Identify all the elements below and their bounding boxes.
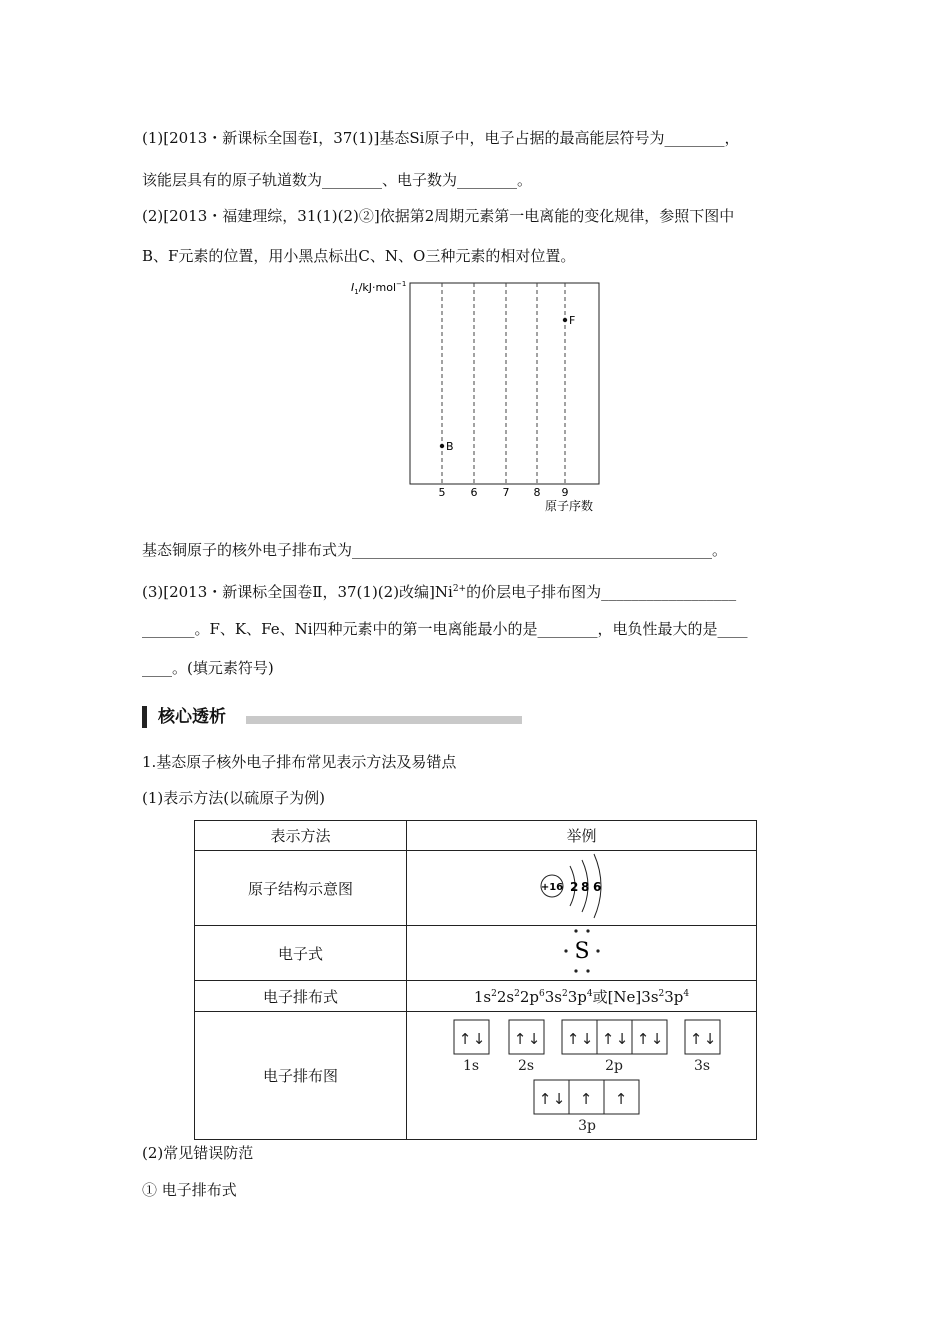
orbital-label-2p: 2p (604, 1057, 623, 1074)
section-header (142, 704, 522, 730)
arrow-up: ↑ (601, 1029, 614, 1048)
q2-line3: 基态铜原子的核外电子排布式为________________________________________________。 (142, 541, 728, 559)
electron-dot (586, 969, 589, 972)
orbital-label-2s: 2s (517, 1057, 534, 1074)
electron-dot (564, 949, 567, 952)
row-label-electron-config: 电子排布式 (195, 981, 407, 1012)
arrow-up: ↑ (458, 1029, 471, 1048)
q1-line2: 该能层具有的原子轨道数为________、电子数为________。 (142, 171, 533, 189)
arrow-down: ↓ (472, 1029, 485, 1048)
x-tick-label: 9 (561, 486, 569, 499)
arrow-down: ↓ (615, 1029, 628, 1048)
arrow-down: ↓ (650, 1029, 663, 1048)
orbital-diagram (412, 1014, 752, 1134)
orbital-diagram-cell (407, 1012, 757, 1140)
atom-structure-diagram (537, 851, 627, 921)
x-tick-label: 7 (502, 486, 510, 499)
orbital-label-1s: 1s (462, 1057, 479, 1074)
arrow-up: ↑ (513, 1029, 526, 1048)
x-axis-label: 原子序数 (545, 499, 594, 513)
q2-line2: B、F元素的位置，用小黑点标出C、N、O三种元素的相对位置。 (142, 247, 576, 265)
arrow-up: ↑ (566, 1029, 579, 1048)
section-marker (142, 706, 147, 728)
arrow-down: ↓ (552, 1089, 565, 1108)
svg-text:I1/kJ·mol−1 (351, 280, 406, 296)
y-axis-label-unit: /kJ·mol (358, 281, 397, 294)
orbital-label-3p: 3p (577, 1117, 596, 1134)
q1-line1: (1)[2013・新课标全国卷Ⅰ，37(1)]基态Si原子中，电子占据的最高能层符号为________， (142, 129, 740, 147)
electron-dot-cell (407, 926, 757, 981)
y-axis-label-main: I (351, 281, 355, 294)
x-tick-label: 5 (438, 486, 446, 499)
arrow-down: ↓ (527, 1029, 540, 1048)
q3-line2: _______。F、K、Fe、Ni四种元素中的第一电离能最小的是________，电负性最大的是____ (142, 620, 748, 638)
table-row (195, 926, 757, 981)
point-label-B: B (446, 440, 454, 453)
q3-line1: (3)[2013・新课标全国卷Ⅱ，37(1)(2)改编]$Ni^{2+}$的价层电子排布图为__________________ (142, 583, 737, 601)
arrow-up: ↑ (689, 1029, 702, 1048)
x-tick-label: 8 (533, 486, 541, 499)
row-label-structure-diagram: 原子结构示意图 (195, 851, 407, 926)
representation-table (194, 820, 757, 1140)
arrow-up: ↑ (636, 1029, 649, 1048)
item1-heading: 1.基态原子核外电子排布常见表示方法及易错点 (142, 753, 457, 771)
atom-structure-diagram-cell (407, 851, 757, 926)
y-axis-label-sup: −1 (396, 280, 407, 288)
item2-heading: (2)常见错误防范 (142, 1144, 254, 1162)
data-point-F (563, 318, 567, 322)
electron-dot (596, 949, 599, 952)
electron-dot-formula (552, 926, 612, 976)
shell-count-2: 8 (580, 880, 589, 894)
ionization-energy-chart (340, 278, 620, 518)
nucleus-charge: +16 (540, 882, 563, 893)
arrow-up: ↑ (614, 1089, 627, 1108)
electron-config-value: $1s^22s^22p^63s^23p^4$或$[Ne]3s^23p^4$ (407, 981, 757, 1012)
arrow-up: ↑ (538, 1089, 551, 1108)
arrow-down: ↓ (580, 1029, 593, 1048)
table-row (195, 981, 757, 1012)
element-symbol: S (573, 939, 590, 964)
electron-dot (574, 929, 577, 932)
arrow-up: ↑ (579, 1089, 592, 1108)
q2-line1: (2)[2013・福建理综，31(1)(2)②]依据第2周期元素第一电离能的变化规律，参照下图中 (142, 207, 735, 225)
table-row (195, 1012, 757, 1140)
section-rule (246, 716, 522, 724)
x-tick-label: 6 (470, 486, 478, 499)
electron-dot (574, 969, 577, 972)
row-label-orbital-diagram: 电子排布图 (195, 1012, 407, 1140)
item1-subheading: (1)表示方法(以硫原子为例) (142, 789, 325, 807)
table-header-row (195, 821, 757, 851)
electron-dot (586, 929, 589, 932)
shell-count-1: 2 (569, 880, 578, 894)
table-header-method: 表示方法 (195, 821, 407, 851)
q3-line3: ____。(填元素符号) (142, 659, 274, 677)
data-point-B (440, 444, 444, 448)
y-axis-label-sub: 1 (354, 288, 359, 296)
table-header-example: 举例 (407, 821, 757, 851)
item2-subheading: ① 电子排布式 (142, 1181, 237, 1199)
section-title: 核心透析 (158, 707, 226, 727)
orbital-label-3s: 3s (693, 1057, 710, 1074)
arrow-down: ↓ (703, 1029, 716, 1048)
table-row (195, 851, 757, 926)
shell-count-3: 6 (592, 880, 601, 894)
row-label-electron-formula: 电子式 (195, 926, 407, 981)
point-label-F: F (569, 314, 576, 327)
